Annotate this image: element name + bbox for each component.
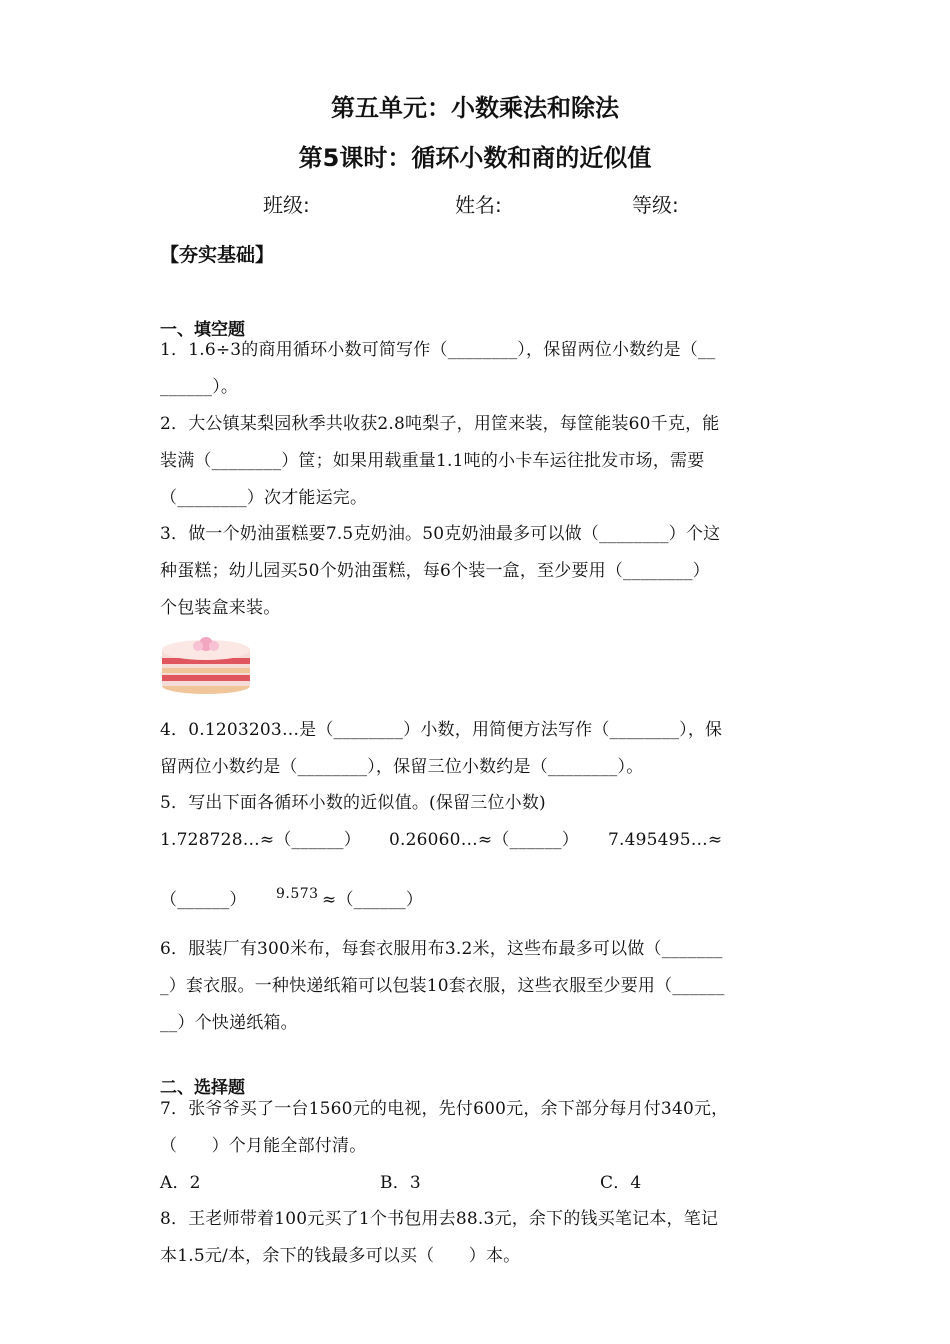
q3-line1: 3．做一个奶油蛋糕要7.5克奶油。50克奶油最多可以做（________）个这: [160, 524, 721, 544]
q4-line1: 4．0.1203203…是（________）小数，用简便方法写作（________），保: [160, 720, 723, 740]
q5-item-d-number: 9.573: [276, 886, 319, 902]
cake-sponge-layer: [162, 668, 250, 673]
q7-option-a: A．2: [160, 1173, 201, 1193]
q7-option-c: C．4: [600, 1173, 642, 1193]
part1-heading: 一、填空题: [160, 320, 245, 340]
q5-item-b: 0.26060…≈（______）: [389, 830, 579, 850]
q2-line1: 2．大公镇某梨园秋季共收获2.8吨梨子，用筐来装，每筐能装60千克，能: [160, 414, 720, 434]
q3-line2: 种蛋糕；幼儿园买50个奶油蛋糕，每6个装一盒，至少要用（________）: [160, 561, 710, 581]
q2-line3: （________）次才能运完。: [160, 488, 368, 508]
cake-flower-petal-left: [193, 641, 203, 651]
q5-item-d-rest: ≈（______）: [322, 890, 424, 910]
q6-line3: __）个快递纸箱。: [160, 1013, 298, 1033]
q7-line2: （ ）个月能全部付清。: [160, 1136, 367, 1156]
q7-line1: 7．张爷爷买了一台1560元的电视，先付600元，余下部分每月付340元，: [160, 1099, 729, 1119]
q3-line3: 个包装盒来装。: [160, 598, 281, 618]
grade-label: 等级:: [632, 193, 679, 217]
part2-heading: 二、选择题: [160, 1078, 245, 1098]
cake-red-layer-2: [162, 675, 250, 681]
q5-item-c: 7.495495…≈: [608, 830, 723, 850]
q2-line2: 装满（________）筐；如果用载重量1.1吨的小卡车运往批发市场，需要: [160, 451, 705, 471]
page-title: 第五单元：小数乘法和除法: [331, 94, 619, 122]
q7-option-b: B．3: [380, 1173, 421, 1193]
class-label: 班级:: [263, 193, 310, 217]
q5-item-c-blank: （______）: [160, 890, 247, 910]
name-label: 姓名:: [455, 193, 502, 217]
q8-line1: 8．王老师带着100元买了1个书包用去88.3元，余下的钱买笔记本，笔记: [160, 1209, 719, 1229]
q8-line2: 本1.5元/本，余下的钱最多可以买（ ）本。: [160, 1246, 521, 1266]
q6-line2: _）套衣服。一种快递纸箱可以包装10套衣服，这些衣服至少要用（______: [160, 976, 725, 996]
q5-item-a: 1.728728…≈（______）: [160, 830, 361, 850]
q6-line1: 6．服装厂有300米布，每套衣服用布3.2米，这些布最多可以做（_______: [160, 939, 723, 959]
q4-line2: 留两位小数约是（________），保留三位小数约是（________）。: [160, 757, 644, 777]
section-label: 【夯实基础】: [160, 244, 275, 266]
q1-line1: 1．1.6÷3的商用循环小数可简写作（________），保留两位小数约是（__: [160, 340, 716, 360]
q1-line2: ______）。: [160, 377, 239, 397]
cake-flower-petal-right: [209, 641, 219, 651]
q5-line1: 5．写出下面各循环小数的近似值。(保留三位小数): [160, 793, 546, 813]
cake-image: [158, 628, 254, 696]
lesson-subtitle: 第5课时：循环小数和商的近似值: [298, 144, 652, 172]
